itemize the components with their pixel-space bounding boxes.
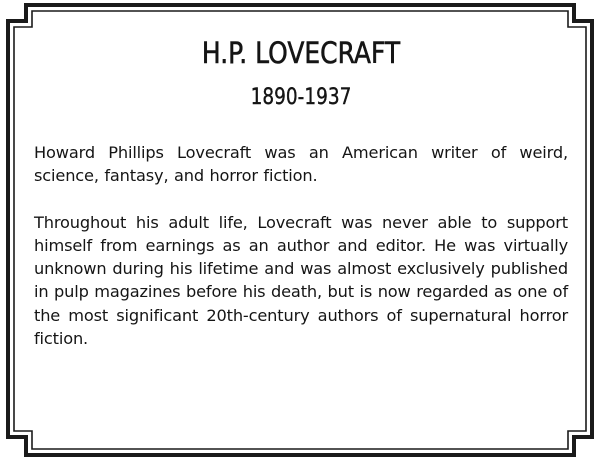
plaque-paragraph-2: Throughout his adult life, Lovecraft was never able to support himself from earnings as an author and editor. He was virtually unknown during his lifetime and was almost exclusively published in pulp magazines before his death, but is now regarded as one of the most significant 20th-century authors of supernatural horror fiction. <box>34 212 568 349</box>
plaque-paragraph-1: Howard Phillips Lovecraft was an American writer of weird, science, fantasy, and horror fiction. <box>34 143 568 186</box>
plaque-dates: 1890-1937 <box>250 85 352 110</box>
plaque-content <box>34 30 568 350</box>
plaque-title: H.P. LOVECRAFT <box>201 36 401 70</box>
